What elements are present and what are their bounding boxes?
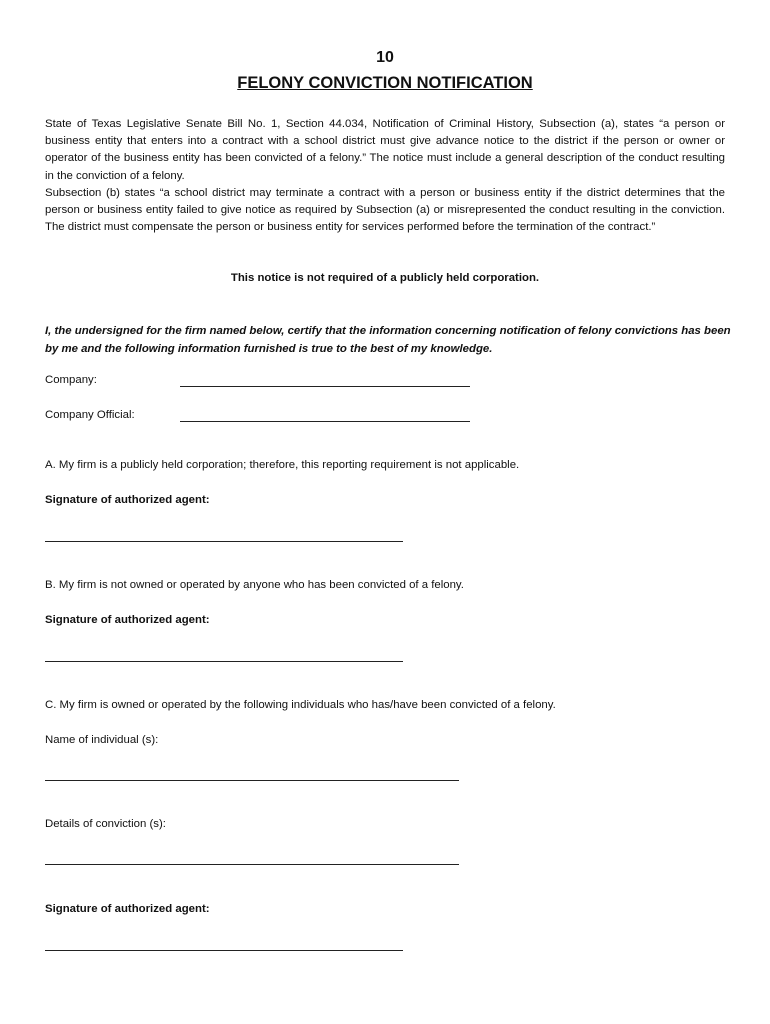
form-number: 10	[376, 49, 394, 66]
conviction-details-label: Details of conviction (s):	[45, 818, 166, 830]
conviction-details-field[interactable]	[45, 864, 459, 865]
option-b-signature-field[interactable]	[45, 661, 403, 662]
intro-text	[45, 116, 725, 236]
notice-text: This notice is not required of a publicly held corporation.	[230, 272, 540, 284]
form-title: FELONY CONVICTION NOTIFICATION	[237, 74, 533, 92]
intro-paragraph-b: Subsection (b) states “a school district may terminate a contract with a person or business entity if the district determines that the person or business entity failed to give notice as required by Subsection (a) or misrepresented the conduct resulting in the conviction. The district must compensate the person or business entity for services performed before the termination of the contract.”	[45, 186, 725, 234]
certification-statement: I, the undersigned for the firm named below, certify that the information concerning notification of felony convictions has been by me and the following information furnished is true to the best of my knowledge.	[45, 325, 731, 355]
option-c-signature-field[interactable]	[45, 950, 403, 951]
option-a-signature-field[interactable]	[45, 541, 403, 542]
option-a-text: A. My firm is a publicly held corporation; therefore, this reporting requirement is not applicable.	[45, 459, 520, 471]
option-b-text: B. My firm is not owned or operated by anyone who has been convicted of a felony.	[45, 579, 464, 591]
option-a-signature-label: Signature of authorized agent:	[45, 494, 210, 506]
option-c-text: C. My firm is owned or operated by the following individuals who has/have been convicted of a felony.	[45, 699, 556, 711]
option-c-signature-label: Signature of authorized agent:	[45, 903, 210, 915]
company-label: Company:	[45, 374, 97, 386]
individual-name-field[interactable]	[45, 780, 459, 781]
company-field[interactable]	[180, 386, 470, 387]
intro-paragraph-a: State of Texas Legislative Senate Bill No. 1, Section 44.034, Notification of Criminal History, Subsection (a), states “a person or business entity that enters into a contract with a school district must give advance notice to the district if the person or owner or operator of the business entity has been convicted of a felony.” The notice must include a general description of the conduct resulting in the conviction of a felony.	[45, 118, 725, 182]
option-b-signature-label: Signature of authorized agent:	[45, 614, 210, 626]
company-official-label: Company Official:	[45, 409, 135, 421]
individual-name-label: Name of individual (s):	[45, 734, 159, 746]
company-official-field[interactable]	[180, 421, 470, 422]
